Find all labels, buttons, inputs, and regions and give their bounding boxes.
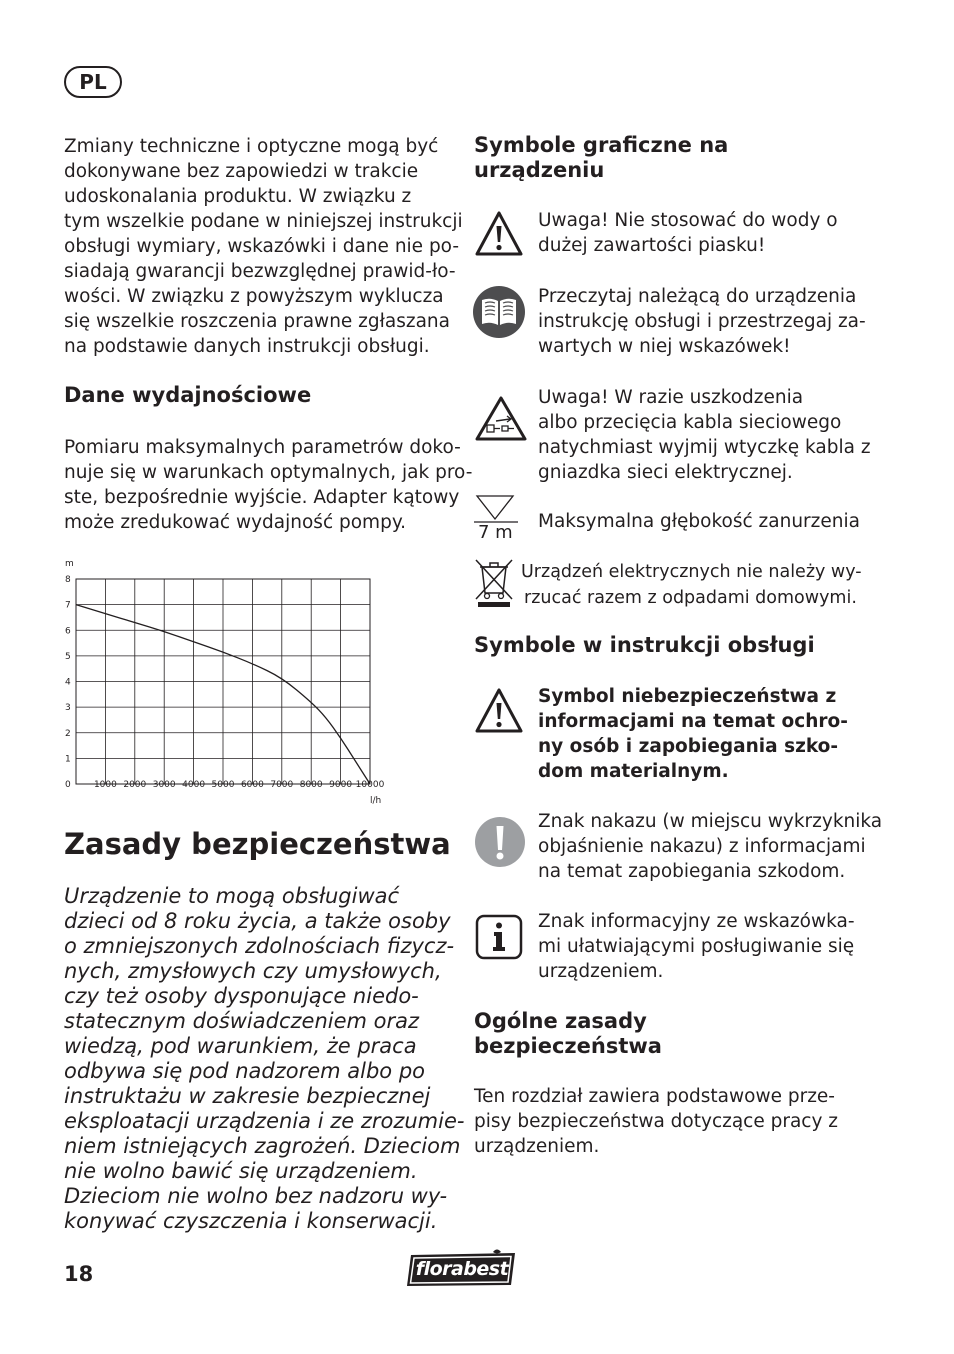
x-tick-label: 7000 — [270, 780, 294, 790]
text-line: niem istniejących zagrożeń. Dzieciom — [64, 1134, 461, 1158]
text-line: nuje się w warunkach optymalnych, jak pro- — [64, 462, 473, 483]
text-line: instrukcję obsługi i przestrzegaj za- — [538, 311, 866, 332]
text-line: dzieci od 8 roku życia, a także osoby — [64, 909, 451, 933]
y-tick-label: 5 — [65, 651, 71, 662]
text-line: Urządzenie to mogą obsługiwać — [64, 884, 400, 908]
x-tick-label: 1000 — [93, 780, 117, 790]
symbol-text — [538, 509, 860, 534]
text-line: albo przecięcia kabla sieciowego — [538, 412, 842, 433]
immersion-depth-label: 7 m — [478, 522, 513, 543]
text-line: Urządzeń elektrycznych nie należy wy- — [521, 562, 862, 582]
text-line: Znak informacyjny ze wskazówka- — [538, 911, 855, 932]
text-line: dużej zawartości piasku! — [538, 235, 766, 256]
text-line: natychmiast wyjmij wtyczkę kabla z — [538, 437, 871, 458]
symbol-text — [538, 684, 848, 784]
text-line: Pomiaru maksymalnych parametrów doko- — [64, 437, 461, 458]
text-line: pisy bezpieczeństwa dotyczące pracy z — [474, 1111, 838, 1132]
text-line: Uwaga! W razie uszkodzenia — [538, 387, 804, 408]
text-line: dom materialnym. — [538, 761, 729, 782]
safety-heading: Zasady bezpieczeństwa — [64, 827, 451, 861]
text-line: ste, bezpośrednie wyjście. Adapter kątowy — [64, 487, 460, 508]
unplug-warning-icon — [474, 395, 528, 443]
text-line: informacjami na temat ochro- — [538, 711, 848, 732]
y-tick-label: 4 — [65, 677, 71, 688]
heading-line: Ogólne zasady — [474, 1009, 647, 1033]
text-line: nych, zmysłowych czy umysłowych, — [64, 959, 442, 983]
y-tick-label: 8 — [65, 575, 71, 585]
text-line: czy też osoby dysponujące niedo- — [64, 984, 419, 1008]
language-badge: PL — [64, 66, 122, 98]
general-safety-heading — [474, 1009, 662, 1059]
text-line: Ten rozdział zawiera podstawowe prze- — [474, 1086, 835, 1107]
x-tick-label: 5000 — [211, 780, 235, 790]
y-tick-label: 0 — [65, 780, 71, 790]
performance-paragraph — [64, 435, 473, 535]
y-tick-label: 6 — [65, 626, 71, 637]
text-line: urządzeniem. — [538, 961, 664, 982]
symbol-text — [538, 809, 882, 884]
warning-triangle-icon — [474, 687, 524, 735]
y-tick-label: 2 — [65, 728, 71, 739]
text-line: Zmiany techniczne i optyczne mogą być — [64, 136, 439, 157]
text-line: nie wolno bawić się urządzeniem. — [64, 1159, 418, 1183]
text-line: obsługi wymiary, wskazówki i dane nie po- — [64, 236, 460, 257]
text-line: na podstawie danych instrukcji obsługi. — [64, 336, 430, 357]
text-line: może zredukować wydajność pompy. — [64, 512, 407, 533]
symbol-text — [538, 909, 855, 984]
text-line: urządzeniem. — [474, 1136, 600, 1157]
text-line: wartych w niej wskazówek! — [538, 336, 791, 357]
performance-heading: Dane wydajnościowe — [64, 383, 312, 407]
warning-triangle-icon — [474, 210, 524, 258]
pump-performance-chart — [56, 555, 396, 810]
text-line: Dzieciom nie wolno bez nadzoru wy- — [64, 1184, 448, 1208]
text-line: rzucać razem z odpadami domowymi. — [524, 588, 857, 608]
text-line: konywać czyszczenia i konserwacji. — [64, 1209, 438, 1233]
x-axis-label: l/h — [370, 796, 382, 806]
general-safety-paragraph — [474, 1084, 838, 1159]
symbol-text — [538, 284, 866, 359]
y-axis-label: m — [65, 559, 74, 569]
text-line: Przeczytaj należącą do urządzenia — [538, 286, 857, 307]
page-number: 18 — [64, 1262, 94, 1286]
mandatory-sign-icon — [474, 816, 526, 868]
manual-symbols-heading: Symbole w instrukcji obsługi — [474, 633, 815, 657]
heading-line: urządzeniu — [474, 158, 605, 182]
safety-paragraph — [64, 884, 464, 1234]
x-tick-label: 3000 — [152, 780, 176, 790]
text-line: udoskonalania produktu. W związku z — [64, 186, 412, 207]
text-line: instruktażu w zakresie bezpiecznej — [64, 1084, 431, 1108]
text-line: objaśnienie nakazu) z informacjami — [538, 836, 866, 857]
text-line: mi ułatwiającymi posługiwanie się — [538, 936, 855, 957]
text-line: odbywa się pod nadzorem albo po — [64, 1059, 426, 1083]
x-tick-label: 4000 — [182, 780, 206, 790]
text-line: statecznym doświadczeniem oraz — [64, 1009, 420, 1033]
text-line: wości. W związku z powyższym wyklucza — [64, 286, 444, 307]
y-tick-label: 7 — [65, 600, 71, 611]
y-tick-label: 3 — [65, 703, 71, 714]
text-line: Uwaga! Nie stosować do wody o — [538, 210, 838, 231]
heading-line: bezpieczeństwa — [474, 1034, 662, 1058]
text-line: na temat zapobiegania szkodom. — [538, 861, 846, 882]
info-icon — [475, 914, 523, 960]
y-tick-label: 1 — [65, 754, 71, 765]
text-line: Symbol niebezpieczeństwa z — [538, 686, 837, 707]
text-line: się wszelkie roszczenia prawne zgłaszana — [64, 311, 450, 332]
text-line: tym wszelkie podane w niniejszej instrukcji — [64, 211, 463, 232]
text-line: o zmniejszonych zdolnościach fizycz- — [64, 934, 455, 958]
text-line: Znak nakazu (w miejscu wykrzyknika — [538, 811, 883, 832]
x-tick-label: 8000 — [299, 780, 323, 790]
text-line: wiedzą, pod warunkiem, że praca — [64, 1034, 417, 1058]
symbol-text — [521, 559, 862, 611]
brand-name: florabest — [415, 1258, 509, 1280]
text-line: siadają gwarancji bezwzględnej prawid-ło- — [64, 261, 456, 282]
symbol-text — [538, 208, 838, 258]
weee-crossed-bin-icon — [474, 557, 514, 609]
immersion-depth-icon — [474, 494, 520, 524]
x-tick-label: 9000 — [329, 780, 353, 790]
text-line: eksploatacji urządzenia i ze zrozumie- — [64, 1109, 465, 1133]
x-tick-label: 2000 — [123, 780, 147, 790]
text-line: Maksymalna głębokość zanurzenia — [538, 511, 860, 532]
symbol-text — [538, 385, 871, 485]
x-tick-label: 10000 — [355, 780, 385, 790]
device-symbols-heading — [474, 133, 728, 183]
x-tick-label: 6000 — [240, 780, 264, 790]
text-line: ny osób i zapobiegania szko- — [538, 736, 839, 757]
read-manual-icon — [472, 285, 526, 339]
text-line: gniazdka sieci elektrycznej. — [538, 462, 793, 483]
text-line: dokonywane bez zapowiedzi w trakcie — [64, 161, 419, 182]
intro-paragraph — [64, 134, 464, 359]
heading-line: Symbole graficzne na — [474, 133, 729, 157]
